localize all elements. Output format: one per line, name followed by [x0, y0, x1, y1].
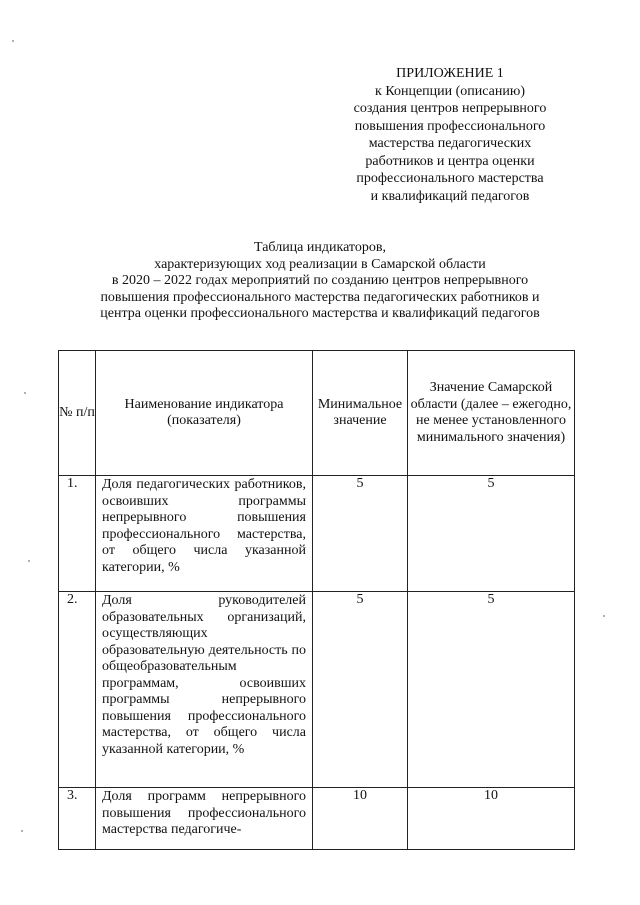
row-samara: 10	[408, 788, 575, 850]
header-min: Минимальное значение	[313, 351, 408, 476]
appendix-heading: ПРИЛОЖЕНИЕ 1	[396, 66, 504, 81]
appendix-line: мастерства педагогических	[368, 136, 532, 151]
title-line: Таблица индикаторов,	[254, 240, 386, 255]
row-name: Доля программ непрерывного повышения профессионального мастерства педагогиче-	[96, 788, 313, 850]
appendix-line: профессионального мастерства	[356, 171, 544, 186]
title-line: в 2020 – 2022 годах мероприятий по созданию центров непрерывного	[111, 273, 529, 288]
appendix-line: работников и центра оценки	[365, 153, 535, 169]
title-line: центра оценки профессионального мастерства и квалификаций педагогов	[100, 306, 540, 321]
row-num: 2.	[59, 592, 96, 788]
table-header-row	[59, 351, 575, 476]
row-samara: 5	[408, 592, 575, 788]
row-min: 5	[313, 592, 408, 788]
row-min: 5	[313, 476, 408, 592]
row-name: Доля педагогических работников, освоивших программы непрерывного повышения профессионального мастерства, от общего числа указанной категории, %	[96, 476, 313, 592]
table-row	[59, 476, 575, 592]
table-row	[59, 592, 575, 788]
row-num: 3.	[59, 788, 96, 850]
header-name: Наименование индикатора (показателя)	[96, 351, 313, 476]
indicators-table	[58, 350, 575, 850]
scan-speck	[24, 392, 26, 394]
appendix-line: и квалификаций педагогов	[370, 188, 530, 204]
row-num: 1.	[59, 476, 96, 592]
appendix-line: повышения профессионального	[354, 118, 546, 134]
scan-speck	[28, 560, 30, 562]
title-line: повышения профессионального мастерства педагогических работников и	[100, 289, 540, 305]
table-title	[40, 240, 600, 323]
title-line: характеризующих ход реализации в Самарской области	[154, 256, 486, 272]
scan-speck	[12, 40, 14, 42]
table-row	[59, 788, 575, 850]
header-samara: Значение Самарской области (далее – ежегодно, не менее установленного минимального значения)	[408, 351, 575, 476]
scan-speck	[21, 830, 23, 832]
appendix-block	[320, 65, 580, 205]
appendix-line: создания центров непрерывного	[353, 101, 547, 116]
row-samara: 5	[408, 476, 575, 592]
row-name: Доля руководителей образовательных организаций, осуществляющих образовательную деятельность по общеобразовательным программам, освоивших программы непрерывного повышения профессионального мастерства, от общего числа указанной категории, %	[96, 592, 313, 788]
row-min: 10	[313, 788, 408, 850]
header-num: № п/п	[59, 351, 96, 476]
appendix-line: к Концепции (описанию)	[375, 83, 525, 99]
scan-speck	[603, 615, 605, 617]
